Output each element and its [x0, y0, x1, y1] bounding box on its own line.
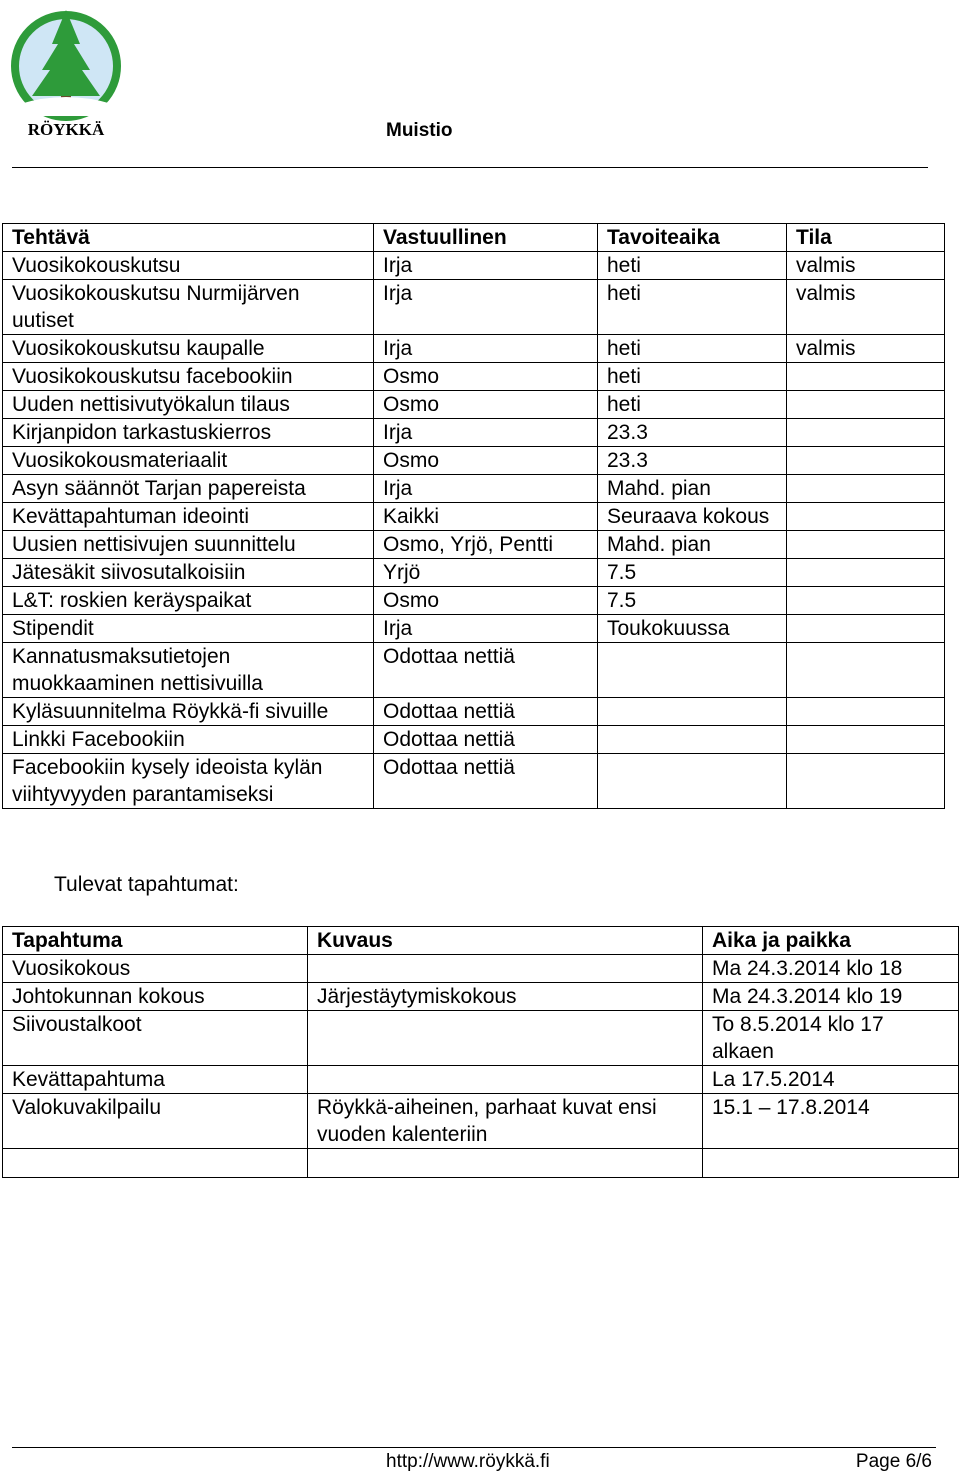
task-cell: Vuosikokouskutsu Nurmijärven uutiset: [3, 280, 374, 335]
task-cell: Kannatusmaksutietojen muokkaaminen nettisivuilla: [3, 643, 374, 698]
events-header-time-place: Aika ja paikka: [703, 927, 959, 955]
task-cell: Vuosikokouskutsu facebookiin: [3, 363, 374, 391]
task-cell: Kevättapahtuman ideointi: [3, 503, 374, 531]
events-header-event: Tapahtuma: [3, 927, 308, 955]
target-time-cell: heti: [598, 363, 787, 391]
target-time-cell: 23.3: [598, 447, 787, 475]
document-title: Muistio: [386, 120, 453, 141]
status-cell: [787, 391, 945, 419]
logo-text: RÖYKKÄ: [27, 120, 105, 139]
target-time-cell: heti: [598, 252, 787, 280]
description-cell: [308, 1149, 703, 1178]
task-cell: Uusien nettisivujen suunnittelu: [3, 531, 374, 559]
tasks-header-responsible: Vastuullinen: [374, 224, 598, 252]
table-row: [3, 363, 945, 391]
table-row: [3, 726, 945, 754]
responsible-cell: Osmo: [374, 363, 598, 391]
table-row: [3, 587, 945, 615]
description-cell: Järjestäytymiskokous: [308, 983, 703, 1011]
responsible-cell: Irja: [374, 615, 598, 643]
status-cell: valmis: [787, 335, 945, 363]
target-time-cell: Seuraava kokous: [598, 503, 787, 531]
pine-tree-icon: [8, 4, 124, 140]
page-number: Page 6/6: [855, 1451, 932, 1472]
events-header-description: Kuvaus: [308, 927, 703, 955]
table-row: [3, 280, 945, 335]
responsible-cell: Irja: [374, 475, 598, 503]
status-cell: [787, 447, 945, 475]
responsible-cell: Irja: [374, 335, 598, 363]
target-time-cell: heti: [598, 391, 787, 419]
responsible-cell: Odottaa nettiä: [374, 754, 598, 809]
table-row: [3, 643, 945, 698]
royyka-logo: [8, 4, 124, 140]
event-cell: Valokuvakilpailu: [3, 1094, 308, 1149]
task-cell: Vuosikokouskutsu kaupalle: [3, 335, 374, 363]
responsible-cell: Osmo: [374, 447, 598, 475]
tasks-table: [2, 223, 945, 809]
task-cell: Facebookiin kysely ideoista kylän viihtyvyyden parantamiseksi: [3, 754, 374, 809]
table-row: [3, 391, 945, 419]
table-row: [3, 955, 959, 983]
responsible-cell: Yrjö: [374, 559, 598, 587]
responsible-cell: Irja: [374, 252, 598, 280]
responsible-cell: Odottaa nettiä: [374, 726, 598, 754]
responsible-cell: Irja: [374, 280, 598, 335]
status-cell: [787, 726, 945, 754]
responsible-cell: Odottaa nettiä: [374, 698, 598, 726]
time-place-cell: [703, 1149, 959, 1178]
target-time-cell: [598, 726, 787, 754]
target-time-cell: Mahd. pian: [598, 531, 787, 559]
responsible-cell: Osmo: [374, 391, 598, 419]
events-header-row: [3, 927, 959, 955]
time-place-cell: To 8.5.2014 klo 17 alkaen: [703, 1011, 959, 1066]
time-place-cell: 15.1 – 17.8.2014: [703, 1094, 959, 1149]
table-row: [3, 503, 945, 531]
header-divider: [12, 167, 928, 168]
description-cell: [308, 1066, 703, 1094]
event-cell: Johtokunnan kokous: [3, 983, 308, 1011]
time-place-cell: Ma 24.3.2014 klo 18: [703, 955, 959, 983]
task-cell: Uuden nettisivutyökalun tilaus: [3, 391, 374, 419]
responsible-cell: Irja: [374, 419, 598, 447]
status-cell: [787, 754, 945, 809]
responsible-cell: Osmo, Yrjö, Pentti: [374, 531, 598, 559]
event-cell: Vuosikokous: [3, 955, 308, 983]
task-cell: Asyn säännöt Tarjan papereista: [3, 475, 374, 503]
target-time-cell: [598, 754, 787, 809]
task-cell: Kirjanpidon tarkastuskierros: [3, 419, 374, 447]
status-cell: [787, 531, 945, 559]
task-cell: Stipendit: [3, 615, 374, 643]
table-row: [3, 1066, 959, 1094]
table-row: [3, 698, 945, 726]
status-cell: [787, 419, 945, 447]
target-time-cell: 7.5: [598, 559, 787, 587]
task-cell: Vuosikokouskutsu: [3, 252, 374, 280]
table-row: [3, 983, 959, 1011]
task-cell: Vuosikokousmateriaalit: [3, 447, 374, 475]
target-time-cell: 23.3: [598, 419, 787, 447]
task-cell: Jätesäkit siivosutalkoisiin: [3, 559, 374, 587]
table-row: [3, 615, 945, 643]
target-time-cell: heti: [598, 280, 787, 335]
status-cell: [787, 698, 945, 726]
table-row: [3, 419, 945, 447]
footer-divider: [12, 1447, 936, 1448]
status-cell: [787, 475, 945, 503]
tasks-header-task: Tehtävä: [3, 224, 374, 252]
events-heading: Tulevat tapahtumat:: [54, 873, 239, 896]
event-cell: Kevättapahtuma: [3, 1066, 308, 1094]
task-cell: Kyläsuunnitelma Röykkä-fi sivuille: [3, 698, 374, 726]
footer-link[interactable]: http://www.röykkä.fi: [386, 1451, 550, 1472]
target-time-cell: [598, 698, 787, 726]
status-cell: [787, 587, 945, 615]
responsible-cell: Osmo: [374, 587, 598, 615]
time-place-cell: Ma 24.3.2014 klo 19: [703, 983, 959, 1011]
status-cell: valmis: [787, 280, 945, 335]
responsible-cell: Odottaa nettiä: [374, 643, 598, 698]
table-row: [3, 252, 945, 280]
description-cell: [308, 955, 703, 983]
tasks-header-target-time: Tavoiteaika: [598, 224, 787, 252]
task-cell: Linkki Facebookiin: [3, 726, 374, 754]
status-cell: [787, 363, 945, 391]
table-row: [3, 1094, 959, 1149]
status-cell: [787, 503, 945, 531]
responsible-cell: Kaikki: [374, 503, 598, 531]
table-row: [3, 335, 945, 363]
status-cell: [787, 559, 945, 587]
event-cell: Siivoustalkoot: [3, 1011, 308, 1066]
status-cell: valmis: [787, 252, 945, 280]
table-row: [3, 531, 945, 559]
description-cell: Röykkä-aiheinen, parhaat kuvat ensi vuoden kalenteriin: [308, 1094, 703, 1149]
target-time-cell: heti: [598, 335, 787, 363]
table-row: [3, 475, 945, 503]
time-place-cell: La 17.5.2014: [703, 1066, 959, 1094]
event-cell: [3, 1149, 308, 1178]
tasks-header-status: Tila: [787, 224, 945, 252]
table-row: [3, 447, 945, 475]
description-cell: [308, 1011, 703, 1066]
events-table: [2, 926, 959, 1178]
target-time-cell: Toukokuussa: [598, 615, 787, 643]
target-time-cell: [598, 643, 787, 698]
status-cell: [787, 643, 945, 698]
tasks-header-row: [3, 224, 945, 252]
task-cell: L&T: roskien keräyspaikat: [3, 587, 374, 615]
table-row: [3, 754, 945, 809]
target-time-cell: Mahd. pian: [598, 475, 787, 503]
table-row: [3, 1149, 959, 1178]
table-row: [3, 559, 945, 587]
status-cell: [787, 615, 945, 643]
table-row: [3, 1011, 959, 1066]
target-time-cell: 7.5: [598, 587, 787, 615]
